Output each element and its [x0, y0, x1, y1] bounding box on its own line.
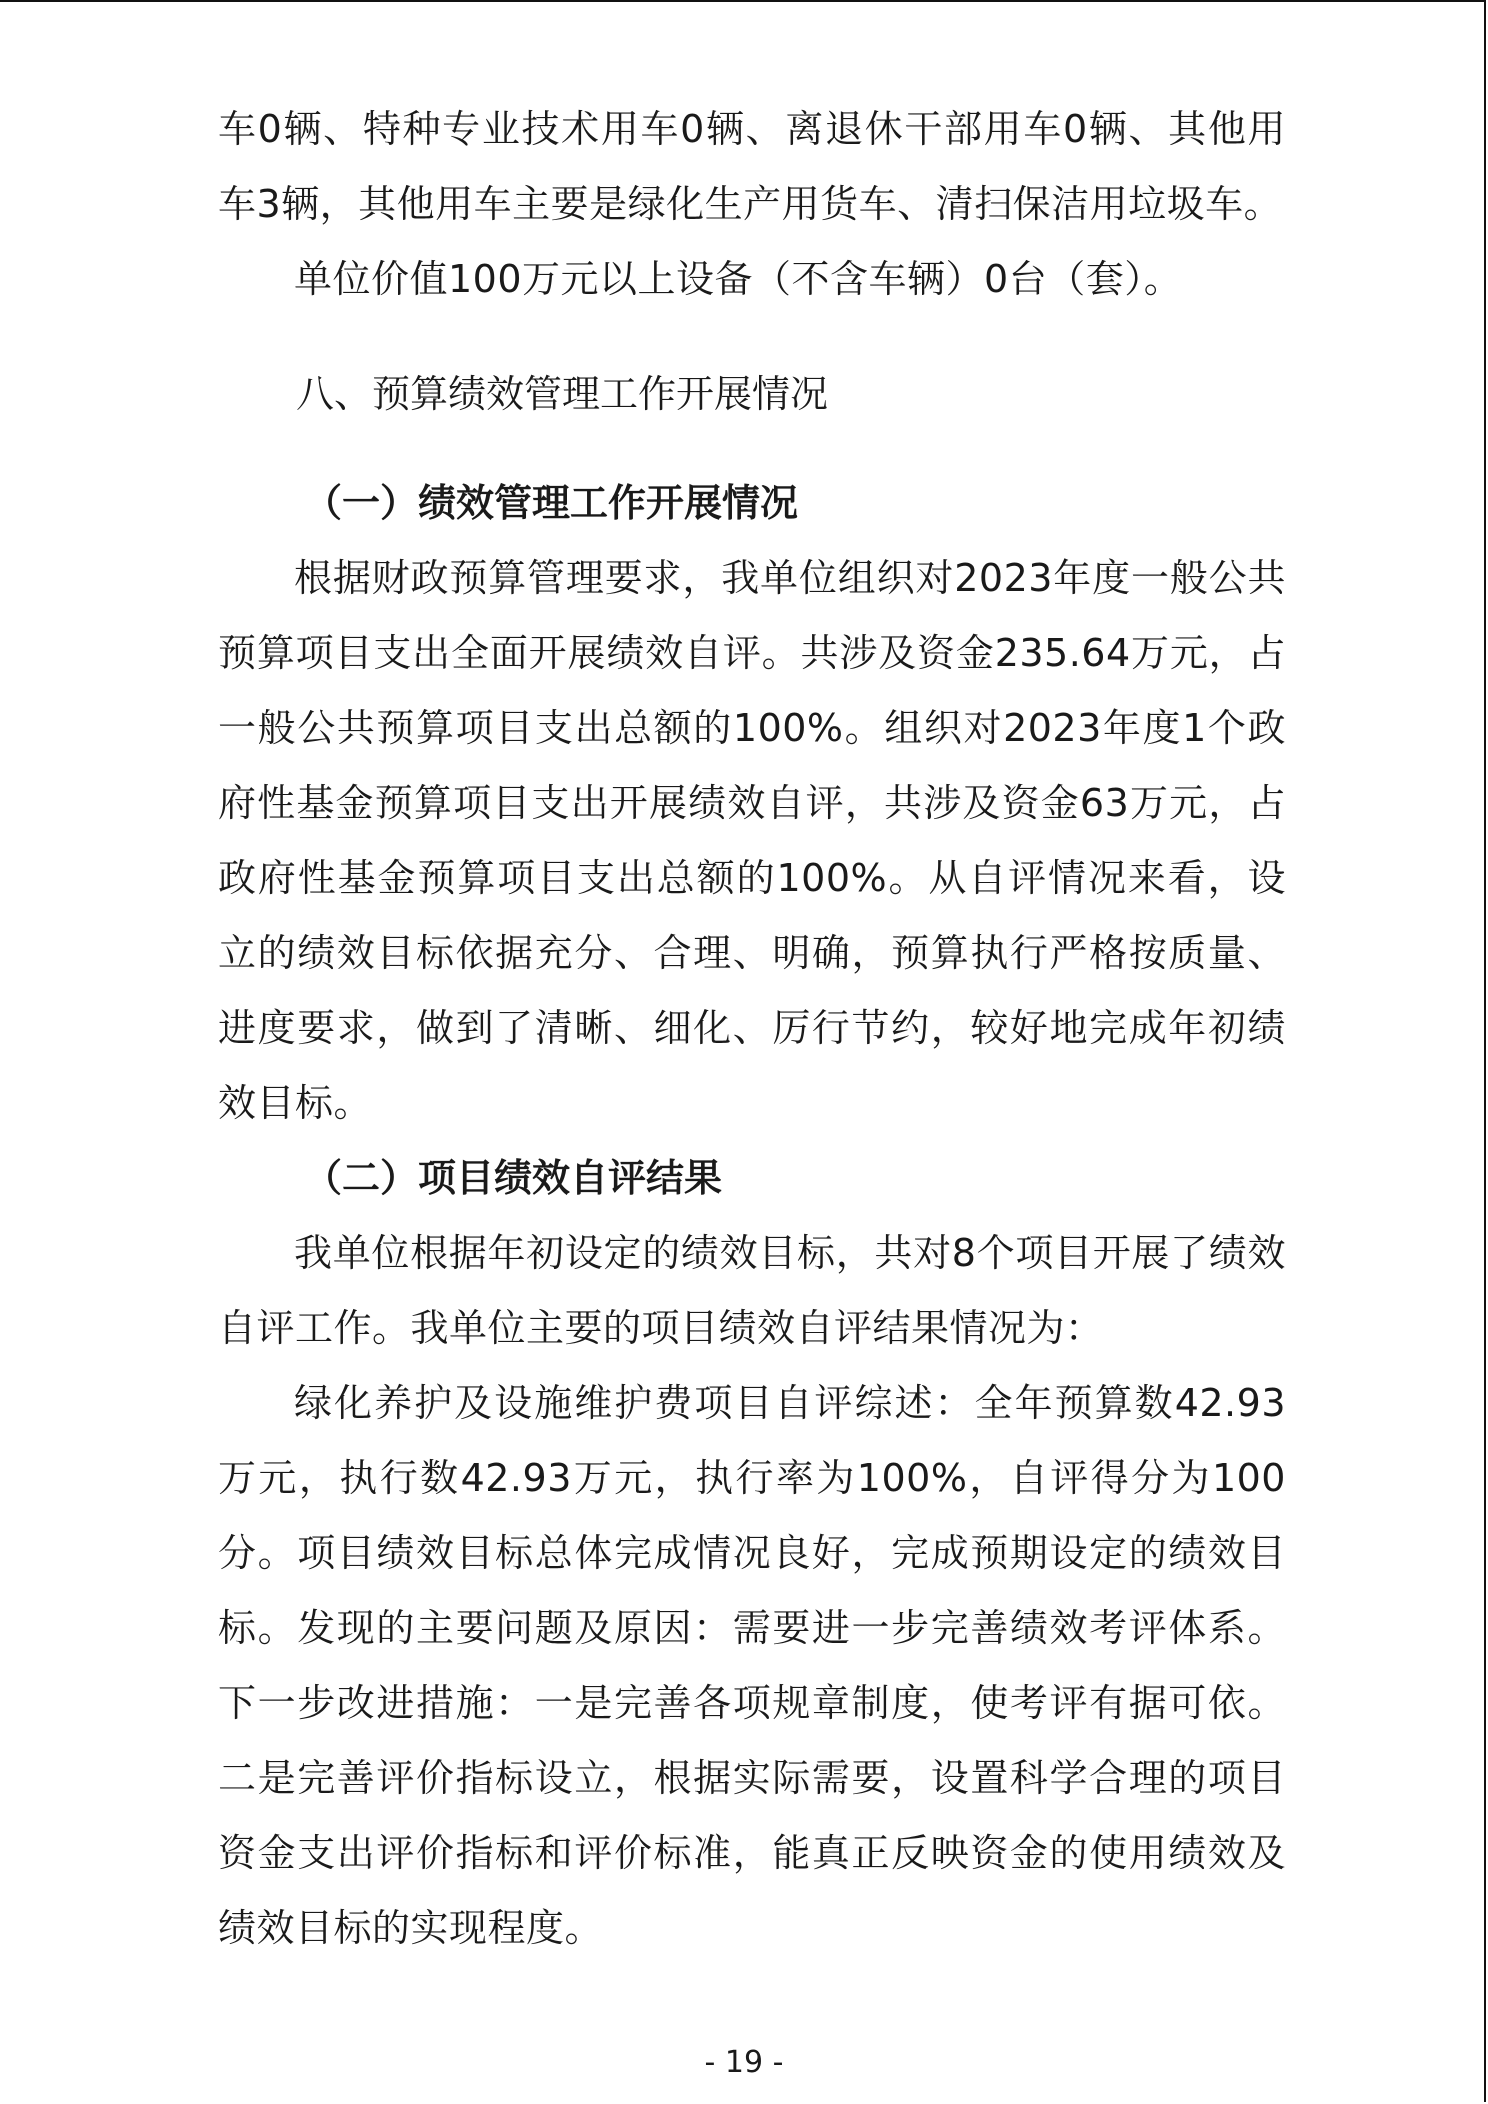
paragraph-performance-management: 根据财政预算管理要求，我单位组织对2023年度一般公共预算项目支出全面开展绩效自评。共涉及资金235.64万元，占一般公共预算项目支出总额的100%。组织对2023年度1个政府性基金预算项目支出开展绩效自评，共涉及资金63万元，占政府性基金预算项目支出总额的100%。从自评情况来看，设立的绩效目标依据充分、合理、明确，预算执行严格按质量、进度要求，做到了清晰、细化、厉行节约，较好地完成年初绩效目标。 [218, 556, 1286, 1125]
subsection-heading-1: （一）绩效管理工作开展情况 [304, 481, 799, 525]
document-body [218, 92, 1286, 1966]
section-heading: 八、预算绩效管理工作开展情况 [296, 372, 829, 416]
paragraph-vehicles: 车0辆、特种专业技术用车0辆、离退休干部用车0辆、其他用车3辆，其他用车主要是绿化生产用货车、清扫保洁用垃圾车。 [218, 107, 1286, 226]
spacer [218, 317, 1286, 357]
paragraph-self-evaluation-intro: 我单位根据年初设定的绩效目标，共对8个项目开展了绩效自评工作。我单位主要的项目绩效自评结果情况为： [218, 1231, 1286, 1350]
spacer [218, 432, 1286, 466]
paragraph-greening-project: 绿化养护及设施维护费项目自评综述：全年预算数42.93万元，执行数42.93万元，执行率为100%，自评得分为100分。项目绩效目标总体完成情况良好，完成预期设定的绩效目标。发现的主要问题及原因：需要进一步完善绩效考评体系。下一步改进措施：一是完善各项规章制度，使考评有据可依。二是完善评价指标设立，根据实际需要，设置科学合理的项目资金支出评价指标和评价标准，能真正反映资金的使用绩效及绩效目标的实现程度。 [218, 1381, 1286, 1950]
page-number: - 19 - [704, 2045, 784, 2080]
paragraph-equipment: 单位价值100万元以上设备（不含车辆）0台（套）。 [294, 257, 1183, 301]
subsection-heading-2: （二）项目绩效自评结果 [304, 1156, 723, 1200]
